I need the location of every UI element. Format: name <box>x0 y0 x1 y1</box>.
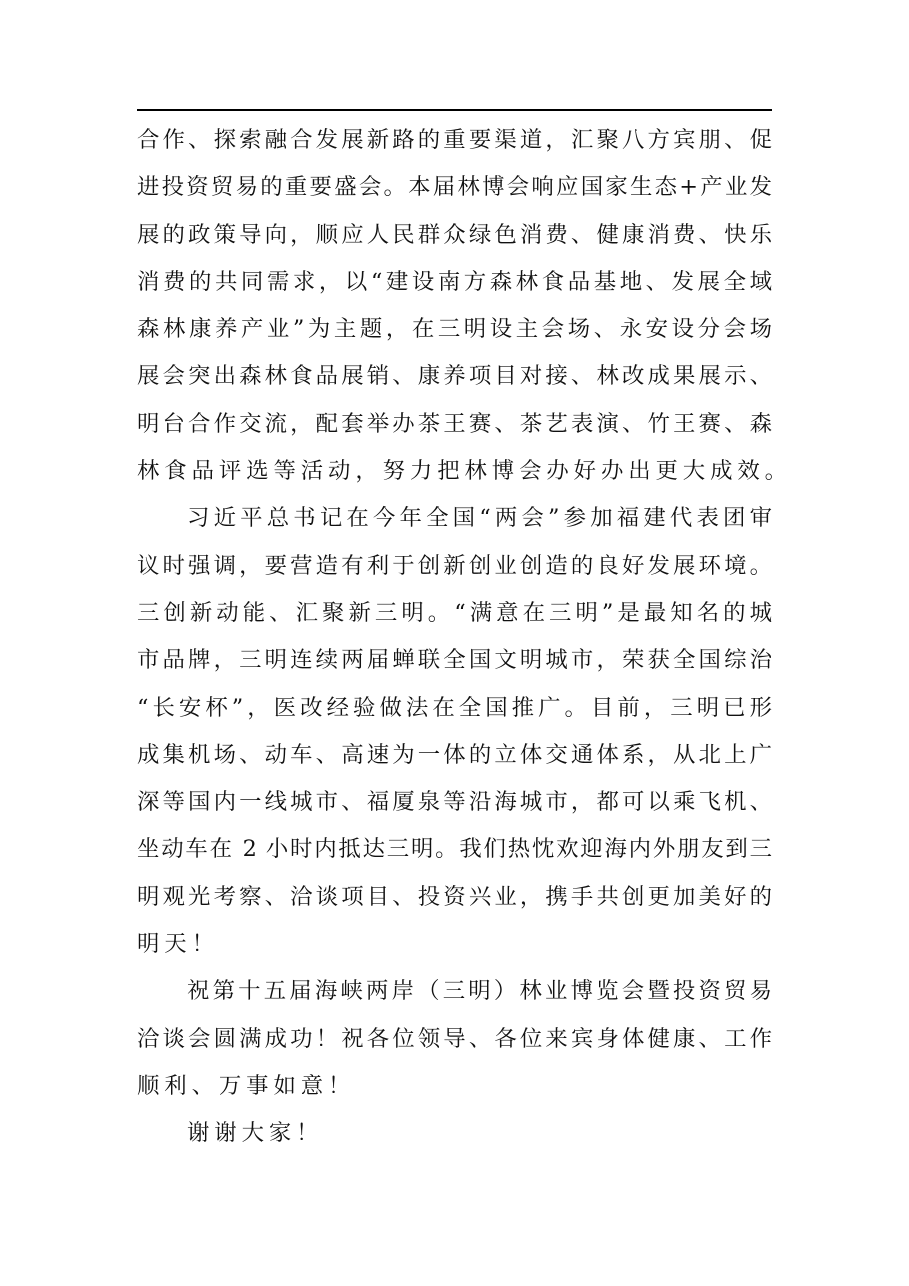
paragraph-start-line: 习近平总书记在今年全国“两会”参加福建代表团审 <box>187 505 772 532</box>
text-line: 坐动车在 2 小时内抵达三明。我们热忱欢迎海内外朋友到三 <box>137 836 772 863</box>
text-line: 三创新动能、汇聚新三明。“满意在三明”是最知名的城 <box>137 599 772 626</box>
text-line: 市品牌，三明连续两届蝉联全国文明城市，荣获全国综治 <box>137 647 772 674</box>
text-line: 展会突出森林食品展销、康养项目对接、林改成果展示、 <box>137 363 772 390</box>
text-line: 林食品评选等活动，努力把林博会办好办出更大成效。 <box>137 458 792 485</box>
text-line: 合作、探索融合发展新路的重要渠道，汇聚八方宾朋、促 <box>137 127 772 153</box>
text-line: 消费的共同需求，以“建设南方森林食品基地、发展全域 <box>137 268 772 295</box>
closing-line: 谢谢大家！ <box>187 1120 324 1147</box>
text-line: 明台合作交流，配套举办茶王赛、茶艺表演、竹王赛、森 <box>137 410 772 437</box>
text-line: 议时强调，要营造有利于创新创业创造的良好发展环境。 <box>137 552 772 579</box>
text-line: 明观光考察、洽谈项目、投资兴业，携手共创更加美好的 <box>137 883 772 910</box>
text-line: 进投资贸易的重要盛会。本届林博会响应国家生态+产业发 <box>137 174 772 201</box>
text-line: 明天！ <box>137 931 219 958</box>
text-line: 森林康养产业”为主题，在三明设主会场、永安设分会场 <box>137 316 772 343</box>
document-body <box>137 117 792 1158</box>
text-line: 成集机场、动车、高速为一体的立体交通体系，从北上广 <box>137 741 772 768</box>
text-line: “长安杯”，医改经验做法在全国推广。目前，三明已形 <box>137 694 772 721</box>
text-line: 深等国内一线城市、福厦泉等沿海城市，都可以乘飞机、 <box>137 789 772 816</box>
paragraph-start-line: 祝第十五届海峡两岸（三明）林业博览会暨投资贸易 <box>187 978 772 1005</box>
text-line: 展的政策导向，顺应人民群众绿色消费、健康消费、快乐 <box>137 221 772 248</box>
header-rule <box>137 109 772 111</box>
text-line: 顺利、万事如意！ <box>137 1072 356 1099</box>
text-line: 洽谈会圆满成功！祝各位领导、各位来宾身体健康、工作 <box>137 1025 772 1052</box>
